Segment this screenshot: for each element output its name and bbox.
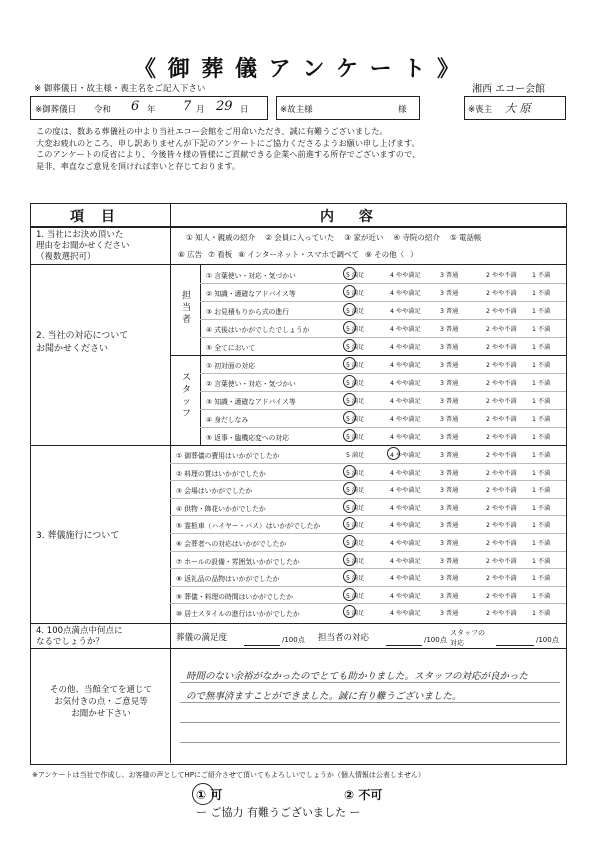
rating-option[interactable]: 2 やや不満: [486, 308, 517, 315]
q2-staff-row-label: ③ 知識・適確なアドバイス等: [206, 398, 296, 406]
q3-row-label: ⑦ ホールの設備・雰囲気いかがでしたか: [176, 557, 300, 566]
era-label: 令和: [94, 105, 112, 115]
header-content: 内 容: [320, 209, 383, 225]
rating-option[interactable]: 1 不満: [532, 452, 551, 459]
rating-option[interactable]: 5 満足: [346, 362, 365, 369]
q1-option[interactable]: ⑨ その他（: [365, 250, 405, 259]
q3-row-label: ⑤ 霊柩車（ハイヤー・バス）はいかがでしたか: [176, 522, 321, 531]
rating-option[interactable]: 1 不満: [532, 326, 551, 333]
deceased-label: ※故主様: [280, 105, 313, 115]
row-divider: [170, 603, 566, 604]
intro-line: 是非、率直なご意見を頂ければ幸いと存じております。: [36, 160, 241, 171]
row-divider: [200, 319, 566, 320]
rating-option[interactable]: 1 不満: [532, 592, 551, 600]
rating-option[interactable]: 4 やや満足: [390, 487, 421, 495]
comment-line-2[interactable]: ので無事済ますことができました。誠に有り難うございました。: [186, 691, 462, 702]
rating-option[interactable]: 3 普通: [440, 398, 459, 405]
q4-col-satisfaction: 葬儀の満足度: [176, 633, 228, 643]
rating-option[interactable]: 1 不満: [532, 434, 551, 441]
q1-option[interactable]: ）: [410, 250, 418, 259]
rating-option[interactable]: 2 やや不満: [486, 522, 517, 530]
comment-line-1[interactable]: 時間のない余裕がなかったのでとても助かりました。スタッフの対応が良かった: [186, 671, 529, 682]
day-value[interactable]: 29: [216, 99, 233, 114]
q1-option[interactable]: ② 会員に入っていた: [265, 233, 335, 242]
rating-option[interactable]: 3 普通: [440, 290, 459, 297]
rating-option[interactable]: 3 普通: [440, 575, 459, 583]
q2-label: 2. 当社の対応について お聞かせください: [36, 331, 129, 354]
rating-option[interactable]: 3 普通: [440, 522, 459, 530]
month-value[interactable]: 7: [183, 99, 192, 114]
venue-name: 湘西 エコー会館: [472, 84, 546, 95]
q4-col-staff-in-charge: 担当者の対応: [318, 633, 370, 643]
q4-unit: /100点: [424, 636, 447, 644]
rating-option[interactable]: 2 やや不満: [486, 504, 517, 512]
selected-rating-circle: [343, 588, 356, 601]
rating-option[interactable]: 3 普通: [440, 452, 459, 459]
rating-option[interactable]: 4 やや満足: [390, 592, 421, 600]
q1-option[interactable]: ⑧ インターネット・スマホで調べて: [238, 250, 360, 259]
rating-option[interactable]: 2 やや不満: [486, 290, 517, 297]
q4-label: 4. 100点満点中何点に なるでしょうか？: [36, 626, 123, 647]
q2-group1-label: 担当者: [182, 291, 192, 325]
rating-option[interactable]: 1 不満: [532, 290, 551, 297]
row-divider: [170, 515, 566, 516]
selected-rating-circle: [343, 500, 356, 513]
rating-option[interactable]: 2 やや不満: [486, 540, 517, 547]
row-divider: [200, 427, 566, 428]
rating-option[interactable]: 2 やや不満: [486, 362, 517, 369]
rating-option[interactable]: 1 不満: [532, 487, 551, 495]
thanks-text: ー ご協力 有難うございました ー: [196, 806, 361, 819]
consent-yes[interactable]: ① 可: [196, 788, 223, 802]
rating-option[interactable]: 2 やや不満: [486, 557, 517, 565]
rating-option[interactable]: 4 やや満足: [390, 504, 421, 512]
rating-option[interactable]: 4 やや満足: [390, 575, 421, 583]
rating-option[interactable]: 2 やや不満: [486, 434, 517, 441]
rating-option[interactable]: 1 不満: [532, 504, 551, 512]
date-label: ※御葬儀日: [35, 105, 77, 115]
q4-col-staff: スタッフの対応: [450, 629, 485, 647]
rating-option[interactable]: 2 やや不満: [486, 272, 517, 279]
q2-group2-label: スタッフ: [182, 373, 192, 419]
row-divider: [170, 533, 566, 534]
row-divider: [170, 480, 566, 481]
chief-mourner-value[interactable]: 大 原: [505, 102, 531, 115]
q3-row-label: ③ 会場はいかがでしたか: [176, 487, 253, 496]
selected-rating-circle: [343, 357, 356, 370]
rating-option[interactable]: 5 満足: [346, 434, 365, 441]
rating-option[interactable]: 5 満足: [346, 504, 365, 512]
intro-line: 大変お疲れのところ、申し訳ありませんが下記のアンケートにご協力くださるようお願い申し上げます。: [36, 137, 420, 148]
q2-staff-in-charge-row-label: ② 知識・適確なアドバイス等: [206, 290, 296, 298]
year-value[interactable]: 6: [131, 99, 140, 114]
rating-option[interactable]: 4 やや満足: [390, 398, 421, 405]
q3-label: 3. 葬儀施行について: [36, 531, 120, 541]
rating-option[interactable]: 1 不満: [532, 575, 551, 583]
rating-option[interactable]: 4 やや満足: [390, 272, 421, 279]
q3-row-label: ⑨ 葬儀・料理の時間はいかがでしたか: [176, 592, 294, 601]
selected-rating-circle: [343, 553, 356, 566]
rating-option[interactable]: 5 満足: [346, 344, 365, 351]
rating-option[interactable]: 3 普通: [440, 380, 459, 387]
rating-option[interactable]: 4 やや満足: [390, 540, 421, 547]
row-divider: [200, 373, 566, 374]
rating-option[interactable]: 5 満足: [346, 487, 365, 495]
rating-option[interactable]: 2 やや不満: [486, 416, 517, 423]
rating-option[interactable]: 5 満足: [346, 308, 365, 315]
selected-rating-circle: [343, 393, 356, 406]
selected-rating-circle: [343, 285, 356, 298]
rating-option[interactable]: 5 満足: [346, 380, 365, 387]
rating-option[interactable]: 2 やや不満: [486, 610, 517, 618]
rating-option[interactable]: 1 不満: [532, 344, 551, 351]
q1-option[interactable]: ③ 家が近い: [344, 233, 384, 242]
rating-option[interactable]: 5 満足: [346, 272, 365, 279]
rating-option[interactable]: 4 やや満足: [390, 290, 421, 297]
rating-option[interactable]: 4 やや満足: [390, 522, 421, 530]
rating-option[interactable]: 3 普通: [440, 504, 459, 512]
q2-staff-in-charge-row-label: ① 言葉使い・対応・気づかい: [206, 272, 296, 280]
intro-text: [36, 126, 576, 172]
selected-rating-circle: [343, 267, 356, 280]
q1-options-row2: [178, 249, 424, 260]
q1-label: 1. 当社にお決め頂いた 理由をお聞かせください （複数選択可）: [36, 230, 130, 262]
q2-staff-in-charge-row-label: ⑤ 全てにおいて: [206, 344, 256, 352]
rating-option[interactable]: 2 やや不満: [486, 452, 517, 459]
q1-option[interactable]: ④ 寺院の紹介: [393, 233, 440, 242]
month-unit: 月: [196, 105, 205, 115]
rating-option[interactable]: 3 普通: [440, 540, 459, 547]
rating-option[interactable]: 5 満足: [346, 290, 365, 297]
rating-option[interactable]: 2 やや不満: [486, 575, 517, 583]
rating-option[interactable]: 4 やや満足: [390, 557, 421, 565]
q1-option[interactable]: ⑦ 看板: [208, 250, 233, 259]
deceased-suffix: 様: [398, 105, 407, 115]
rating-option[interactable]: 1 不満: [532, 380, 551, 387]
rating-option[interactable]: 4 やや満足: [390, 469, 421, 477]
rating-option[interactable]: 3 普通: [440, 272, 459, 279]
rating-option[interactable]: 4 やや満足: [390, 416, 421, 423]
rating-option[interactable]: 5 満足: [346, 416, 365, 423]
q2-staff-in-charge-row-label: ④ 式後はいかがでしたでしょうか: [206, 326, 310, 334]
selected-rating-circle: [343, 535, 356, 548]
intro-line: この度は、数ある葬儀社の中より当社エコー会館をご用命いただき、誠に有難うございました。: [36, 126, 388, 136]
q3-row-label: ⑩ 居士スタイルの進行はいかがでしたか: [176, 610, 300, 619]
selected-rating-circle: [343, 411, 356, 424]
rating-option[interactable]: 3 普通: [440, 434, 459, 441]
form-title: 《 御 葬 儀 ア ン ケ ー ト 》: [134, 57, 461, 82]
rating-option[interactable]: 5 満足: [346, 398, 365, 405]
rating-option[interactable]: 4 やや満足: [390, 308, 421, 315]
row-divider: [170, 498, 566, 499]
q4-unit: /100点: [282, 636, 305, 644]
row-divider: [170, 586, 566, 587]
q3-row-label: ⑧ 返礼品の品物はいかがでしたか: [176, 575, 280, 584]
rating-option[interactable]: 3 普通: [440, 592, 459, 600]
selected-rating-circle: [343, 375, 356, 388]
rating-option[interactable]: 4 やや満足: [390, 380, 421, 387]
q3-row-label: ② 料理の質はいかがでしたか: [176, 469, 266, 478]
day-unit: 日: [240, 105, 249, 115]
q2-staff-row-label: ① 初対面の対応: [206, 362, 256, 370]
q1-option[interactable]: ⑥ 広告: [178, 250, 203, 259]
rating-option[interactable]: 1 不満: [532, 469, 551, 477]
q1-option[interactable]: ⑤ 電話帳: [449, 233, 482, 242]
rating-option[interactable]: 4 やや満足: [390, 344, 421, 351]
q2-staff-row-label: ⑤ 返事・臨機応変への対応: [206, 434, 290, 442]
row-divider: [170, 463, 566, 464]
rating-option[interactable]: 4 やや満足: [390, 362, 421, 369]
q3-row-label: ④ 供物・飾花いかがでしたか: [176, 504, 266, 513]
rating-option[interactable]: 1 不満: [532, 540, 551, 547]
rating-option[interactable]: 5 満足: [346, 452, 365, 459]
rating-option[interactable]: 5 満足: [346, 610, 365, 618]
rating-option[interactable]: 1 不満: [532, 557, 551, 565]
selected-rating-circle: [343, 321, 356, 334]
q5-label: その他、当館全てを通じて お気付きの点・ご意見等 お聞かせ下さい: [49, 685, 152, 719]
q3-row-label: ① 御葬儀の費用はいかがでしたか: [176, 452, 280, 460]
rating-option[interactable]: 3 普通: [440, 326, 459, 333]
q4-unit: /100点: [536, 636, 559, 644]
q1-options-row1: [186, 232, 492, 243]
rating-option[interactable]: 2 やや不満: [486, 326, 517, 333]
rating-option[interactable]: 2 やや不満: [486, 469, 517, 477]
year-unit: 年: [147, 105, 156, 115]
consent-yes-circle: [192, 783, 214, 805]
chief-mourner-label: ※喪主: [468, 105, 493, 115]
rating-option[interactable]: 1 不満: [532, 362, 551, 369]
rating-option[interactable]: 3 普通: [440, 469, 459, 477]
row-divider: [200, 409, 566, 410]
rating-option[interactable]: 2 やや不満: [486, 487, 517, 495]
consent-no[interactable]: ② 不可: [344, 788, 383, 802]
q2-staff-in-charge-row-label: ③ お見積もりから式の進行: [206, 308, 290, 316]
rating-option[interactable]: 4 やや満足: [390, 610, 421, 618]
rating-option[interactable]: 5 満足: [346, 557, 365, 565]
q2-staff-row-label: ④ 身だしなみ: [206, 416, 249, 424]
rating-option[interactable]: 1 不満: [532, 522, 551, 530]
rating-option[interactable]: 4 やや満足: [390, 326, 421, 333]
rating-option[interactable]: 3 普通: [440, 344, 459, 351]
rating-option[interactable]: 1 不満: [532, 416, 551, 423]
rating-option[interactable]: 4 やや満足: [390, 434, 421, 441]
rating-option[interactable]: 3 普通: [440, 362, 459, 369]
selected-rating-circle: [343, 303, 356, 316]
publication-consent-note: ※アンケートは当社で作成し、お客様の声としてHPにご紹介させて頂いてもよろしいでしょうか（個人情報は公表しません）: [32, 771, 425, 779]
q1-option[interactable]: ① 知人・親戚の紹介: [186, 233, 256, 242]
rating-option[interactable]: 2 やや不満: [486, 380, 517, 387]
rating-option[interactable]: 5 満足: [346, 469, 365, 477]
rating-option[interactable]: 2 やや不満: [486, 592, 517, 600]
rating-option[interactable]: 3 普通: [440, 416, 459, 423]
selected-rating-circle: [387, 447, 400, 460]
row-divider: [170, 568, 566, 569]
rating-option[interactable]: 1 不満: [532, 308, 551, 315]
rating-option[interactable]: 1 不満: [532, 398, 551, 405]
q3-row-label: ⑥ 会葬者への対応はいかがでしたか: [176, 540, 287, 548]
rating-option[interactable]: 5 満足: [346, 575, 365, 583]
rating-option[interactable]: 1 不満: [532, 272, 551, 279]
rating-option[interactable]: 4 やや満足: [390, 452, 421, 459]
rating-option[interactable]: 5 満足: [346, 326, 365, 333]
rating-option[interactable]: 3 普通: [440, 308, 459, 315]
rating-option[interactable]: 1 不満: [532, 610, 551, 618]
rating-option[interactable]: 5 満足: [346, 592, 365, 600]
row-divider: [200, 337, 566, 338]
intro-line: このアンケートの反省により、今後皆々様の皆様にご貢献できる企業へ前進する所存でございますので、: [36, 149, 421, 159]
rating-option[interactable]: 3 普通: [440, 487, 459, 495]
q2-staff-row-label: ② 言葉使い・対応・気づかい: [206, 380, 296, 388]
rating-option[interactable]: 3 普通: [440, 557, 459, 565]
selected-rating-circle: [343, 339, 356, 352]
row-divider: [200, 301, 566, 302]
row-divider: [200, 391, 566, 392]
rating-option[interactable]: 3 普通: [440, 610, 459, 618]
selected-rating-circle: [343, 465, 356, 478]
rating-option[interactable]: 2 やや不満: [486, 344, 517, 351]
selected-rating-circle: [343, 429, 356, 442]
header-item: 項 目: [70, 209, 121, 225]
top-note: ※ 御葬儀日・故主様・喪主名をご記入下さい: [34, 84, 206, 94]
rating-option[interactable]: 2 やや不満: [486, 398, 517, 405]
rating-option[interactable]: 5 満足: [346, 522, 365, 530]
rating-option[interactable]: 5 満足: [346, 540, 365, 547]
row-divider: [200, 283, 566, 284]
row-divider: [170, 551, 566, 552]
